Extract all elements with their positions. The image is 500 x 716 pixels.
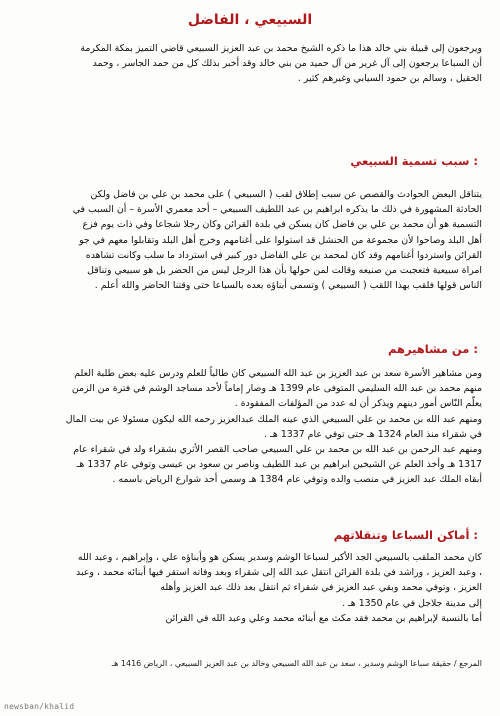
naming-line: التسمية هو أن محمد بن علي بن فاضل كان يسكن في بلدة القرائن وكان رجلا شجاعا وفي ذات يوم فزع	[82, 219, 482, 231]
places-line: ، وعبد العزيز ، وراشد في بلدة القرائن انتقل عبد الله إلى شقراء وبعد وفاته استقر فيها أبنائه محمد ، وعبد	[76, 567, 482, 579]
intro-line: أن السباعا يرجعون إلى آل غرير من آل حميد من بني خالد وقد أخبر بذلك كل من حمد الجاسر ، وحمد	[92, 58, 482, 70]
naming-line: الحادثة المشهورة في ذلك ما يذكره ابراهيم بن عبد اللطيف السبيعي – أحد معمري الأسرة – أن السبب في	[72, 204, 482, 216]
page-title: السبيعي ، الفاضل	[187, 12, 313, 28]
section-heading-naming: سبب تسمية السبيعي :	[350, 154, 478, 168]
section-heading-famous: من مشاهيرهم :	[387, 342, 478, 356]
famous-line: يعلّم النّاس أمور دينهم ويذكر أن له عدد من المؤلفات المفقودة .	[234, 398, 482, 410]
naming-line: القرائن واستردوا أغنامهم وقد كان لمحمد بن علي الفاضل دور كبير في استرداد ما سلب وكانت تشاهده	[85, 249, 482, 261]
famous-paragraph	[16, 366, 482, 488]
naming-line: يتناقل البعض الحوادث والقصص عن سبب إطلاق لقب ( السبيعي ) على محمد بن علي بن فاضل ولكن	[90, 189, 482, 200]
places-line: كان محمد الملقب بالسبيعي الجد الأكبر لسباعا الوشم وسدير يسكن هو وأبناؤه علي ، وإبراهيم ، وعبد الله	[77, 552, 482, 563]
reference-note: المرجع / حقيقة سباعا الوشم وسدير ، سعد بن عبد الله السبيعي وخالد بن عبد العزيز السبيعي ، الرياض 1416 هـ	[111, 659, 482, 668]
famous-line: أبقاه الملك عبد العزيز في منصب والده وتوفي عام 1384 هـ وسمي أحد شوارع الرياض باسمه .	[112, 474, 482, 486]
intro-paragraph	[16, 41, 482, 87]
naming-line: أهل البلد وصاحوا لأن مجموعة من الحنشل قد استولوا على أغنامهم وخرج أهل البلد وتقابلوا معهم في جو	[79, 234, 482, 246]
naming-paragraph	[16, 187, 482, 293]
famous-line: منهم محمد بن عبد الله السليمي المتوفى عام 1399 هـ وصار إماماً لأحد مساجد الوشم في فترة من الزمن	[71, 383, 482, 395]
famous-line: في شقراء منذ العام 1324 هـ حتى توفي عام 1337 هـ .	[264, 428, 482, 440]
naming-line: الناس قولها فلقب بهذا اللقب ( السبيعي ) وتسمى أبناؤه بعده بالسباعا حتى وقتنا الحاضر والله أعلم .	[94, 280, 482, 292]
places-paragraph	[16, 550, 482, 626]
famous-line: ومنهم عبد الرحمن بن عبد الله بن محمد بن علي السبيعي صاحب القصر الأثري بشقراء ولد في شقراء عام	[73, 444, 482, 456]
places-line: أما بالنسبة لإبراهيم بن محمد فقد مكث مع أبنائه محمد وعلي وعبد الله في القرائن	[165, 612, 482, 624]
watermark-text: newsban/khalid	[4, 702, 75, 711]
famous-line: ومنهم عبد الله بن محمد بن علي السبيعي الذي عينه الملك عبدالعزيز رحمه الله ليكون مسئولا عن بيت المال	[65, 413, 482, 425]
intro-line: الحقيل ، وسالم بن حمود السيابي وغيرهم كثير .	[297, 73, 482, 85]
places-line: العزيز ، وتوفي محمد وبقي عبد العزيز في شقراء ثم انتقل بعد ذلك عبد العزيز وأهله	[160, 582, 482, 594]
places-line: إلى مدينة جلاجل في عام 1350 هـ .	[342, 597, 482, 609]
naming-line: امراة سبيعية فتعجبت من صنيعه وقالت لمن حولها بأن هذا الرجل ليس من الحضر بل هو سبيعي وتناقل	[87, 265, 482, 277]
famous-line: ومن مشاهير الأسرة سعد بن عبد العزيز بن عبد الله السبيعي كان طالباً للعلم ودرس عليه بعض طلبة العلم	[74, 368, 482, 379]
intro-line: ويرجعون إلى قبيلة بني خالد هذا ما ذكره الشيخ محمد بن عبد العزيز السبيعي قاضي التميز بمكة المكرمة	[80, 43, 482, 54]
famous-line: 1317 هـ وأخذ العلم عن الشيخين ابراهيم بن عبد اللطيف وناصر بن سعود بن عيسى وتوفي عام 1337 هـ	[76, 459, 482, 471]
section-heading-places: أماكن السباعا وتنقلاتهم :	[333, 528, 478, 542]
